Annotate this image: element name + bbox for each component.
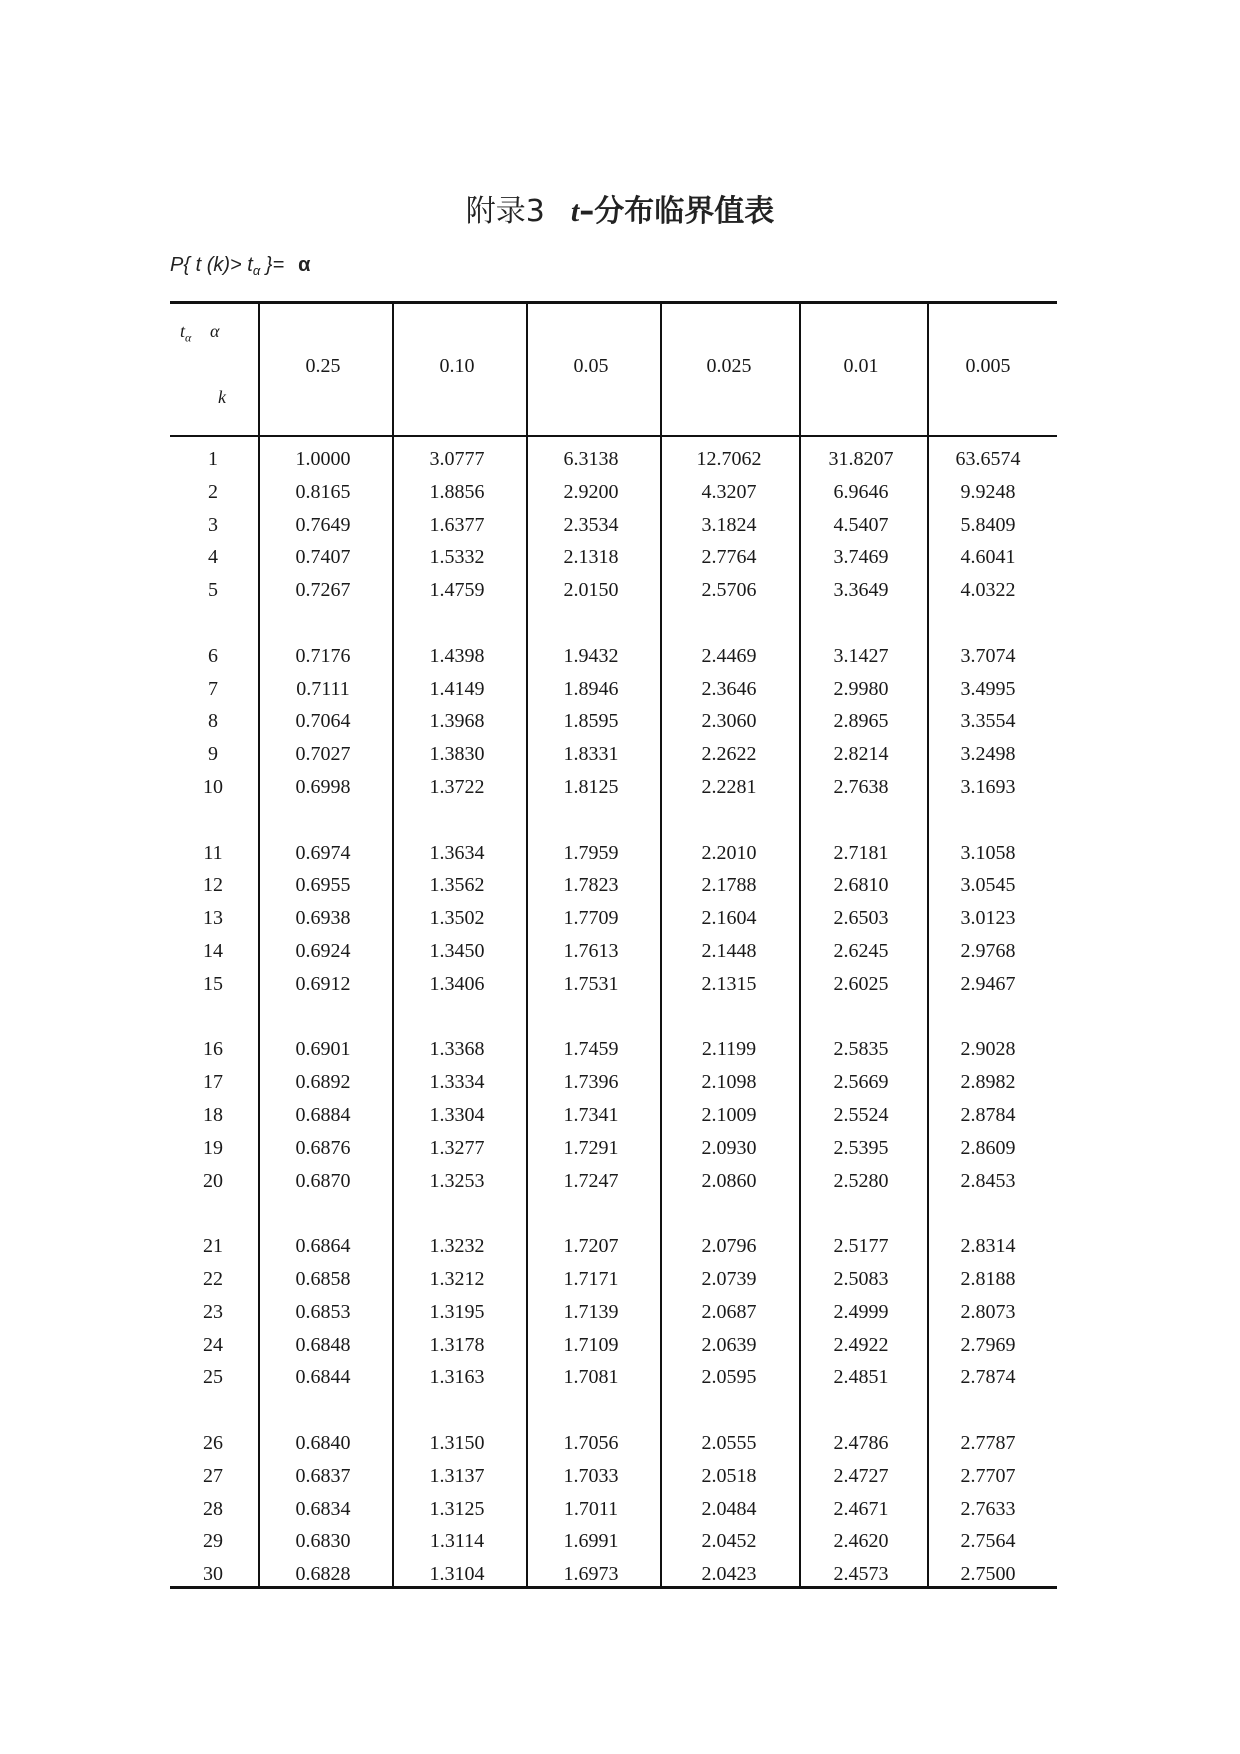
critical-value-cell: 0.6876	[295, 1136, 351, 1159]
critical-value-cell: 0.6924	[295, 940, 351, 962]
critical-value-cell: 0.6858	[295, 1268, 351, 1290]
critical-value-cell: 2.7181	[833, 841, 889, 864]
table-row	[170, 1230, 1057, 1262]
critical-value-cell: 1.7207	[563, 1235, 619, 1258]
critical-value-cell: 2.9200	[563, 480, 619, 503]
critical-value-cell: 1.3277	[429, 1136, 485, 1159]
critical-value-cell: 1.7033	[563, 1464, 619, 1487]
critical-value-cell: 1.7396	[563, 1071, 619, 1094]
critical-value-cell: 2.4469	[701, 644, 757, 667]
critical-value-cell: 2.8965	[833, 710, 889, 733]
critical-value-cell: 3.4995	[960, 677, 1016, 700]
critical-value-cell: 2.4786	[833, 1432, 889, 1454]
alpha-header-cell: 0.05	[573, 355, 609, 377]
degrees-of-freedom-cell: 2	[208, 480, 218, 503]
critical-value-cell: 0.6998	[295, 776, 351, 798]
critical-value-cell: 1.3104	[429, 1563, 485, 1586]
degrees-of-freedom-cell: 7	[208, 677, 218, 700]
critical-value-cell: 2.4727	[833, 1464, 889, 1487]
table-row	[170, 1066, 1057, 1098]
critical-value-cell: 2.1315	[701, 972, 757, 995]
critical-value-cell: 2.0796	[701, 1235, 757, 1258]
critical-value-cell: 1.3562	[429, 874, 485, 897]
table-row	[170, 1525, 1057, 1557]
table-row	[170, 673, 1057, 705]
critical-value-cell: 1.3150	[429, 1432, 485, 1454]
critical-value-cell: 0.6974	[295, 841, 351, 864]
critical-value-cell: 1.7823	[563, 874, 619, 897]
critical-value-cell: 1.6973	[563, 1563, 619, 1586]
table-row	[170, 509, 1057, 541]
probability-formula	[170, 254, 310, 277]
critical-value-cell: 3.7469	[833, 546, 889, 569]
degrees-of-freedom-cell: 23	[203, 1300, 223, 1323]
critical-value-cell: 2.0484	[701, 1497, 757, 1520]
critical-value-cell: 2.7564	[960, 1530, 1016, 1553]
table-row	[170, 968, 1057, 1000]
alpha-header-cell: 0.25	[305, 355, 341, 377]
critical-value-cell: 1.7709	[563, 907, 619, 930]
critical-value-cell: 6.3138	[563, 448, 619, 470]
critical-value-cell: 2.2622	[701, 743, 757, 766]
degrees-of-freedom-cell: 15	[203, 972, 223, 995]
table-row	[170, 1427, 1057, 1459]
critical-value-cell: 0.7649	[295, 513, 351, 536]
degrees-of-freedom-cell: 3	[208, 513, 218, 536]
critical-value-cell: 0.6938	[295, 907, 351, 930]
critical-value-cell: 2.0150	[563, 579, 619, 602]
formula-alpha: α	[298, 254, 311, 276]
table-row	[170, 640, 1057, 672]
critical-value-cell: 2.6810	[833, 874, 889, 897]
alpha-header-cell: 0.025	[706, 355, 752, 377]
critical-value-cell: 2.4671	[833, 1497, 889, 1520]
title-t-variable: t	[570, 195, 580, 228]
critical-value-cell: 1.4759	[429, 579, 485, 602]
critical-value-cell: 1.7459	[563, 1038, 619, 1061]
critical-value-cell: 2.0595	[701, 1366, 757, 1389]
critical-value-cell: 1.3968	[429, 710, 485, 733]
degrees-of-freedom-cell: 28	[203, 1497, 223, 1520]
critical-value-cell: 2.5835	[833, 1038, 889, 1061]
degrees-of-freedom-cell: 13	[203, 907, 223, 930]
table-row	[170, 541, 1057, 573]
table-row	[170, 443, 1057, 475]
critical-value-cell: 2.3534	[563, 513, 619, 536]
critical-value-cell: 0.6884	[295, 1104, 351, 1126]
table-row	[170, 1493, 1057, 1525]
degrees-of-freedom-cell: 6	[208, 644, 218, 667]
critical-value-cell: 1.3634	[429, 841, 485, 864]
critical-value-cell: 1.7056	[563, 1432, 619, 1454]
critical-value-cell: 1.4398	[429, 644, 485, 667]
critical-value-cell: 2.7707	[960, 1464, 1016, 1487]
critical-value-cell: 2.7500	[960, 1563, 1016, 1586]
table-row	[170, 738, 1057, 770]
critical-value-cell: 2.1098	[701, 1071, 757, 1094]
critical-value-cell: 2.4851	[833, 1366, 889, 1389]
critical-value-cell: 3.3649	[833, 579, 889, 602]
critical-value-cell: 2.7633	[960, 1497, 1016, 1520]
critical-value-cell: 1.7341	[563, 1104, 619, 1126]
critical-value-cell: 2.1318	[563, 546, 619, 569]
degrees-of-freedom-cell: 1	[208, 448, 218, 470]
critical-value-cell: 2.7969	[960, 1333, 1016, 1356]
table-corner-label	[180, 319, 255, 419]
critical-value-cell: 1.7139	[563, 1300, 619, 1323]
degrees-of-freedom-cell: 10	[203, 776, 223, 798]
t-distribution-table	[170, 301, 1057, 1589]
critical-value-cell: 2.1009	[701, 1104, 757, 1126]
critical-value-cell: 2.0930	[701, 1136, 757, 1159]
degrees-of-freedom-cell: 25	[203, 1366, 223, 1389]
table-row	[170, 1329, 1057, 1361]
critical-value-cell: 2.8982	[960, 1071, 1016, 1094]
critical-value-cell: 1.3722	[429, 776, 485, 798]
degrees-of-freedom-cell: 9	[208, 743, 218, 766]
critical-value-cell: 2.0639	[701, 1333, 757, 1356]
critical-value-cell: 0.7064	[295, 710, 351, 733]
critical-value-cell: 1.7247	[563, 1169, 619, 1192]
critical-value-cell: 0.6912	[295, 972, 351, 995]
critical-value-cell: 1.3450	[429, 940, 485, 962]
critical-value-cell: 2.7638	[833, 776, 889, 798]
critical-value-cell: 2.7787	[960, 1432, 1016, 1454]
critical-value-cell: 0.7111	[296, 677, 350, 700]
critical-value-cell: 1.6377	[429, 513, 485, 536]
critical-value-cell: 1.8946	[563, 677, 619, 700]
critical-value-cell: 0.7176	[295, 644, 351, 667]
degrees-of-freedom-cell: 20	[203, 1169, 223, 1192]
critical-value-cell: 1.9432	[563, 644, 619, 667]
formula-close: }=	[260, 254, 285, 276]
table-top-rule	[170, 301, 1057, 304]
critical-value-cell: 1.5332	[429, 546, 485, 569]
critical-value-cell: 2.0555	[701, 1432, 757, 1454]
critical-value-cell: 2.3646	[701, 677, 757, 700]
critical-value-cell: 0.7267	[295, 579, 351, 602]
critical-value-cell: 2.1604	[701, 907, 757, 930]
degrees-of-freedom-cell: 4	[208, 546, 218, 569]
degrees-of-freedom-cell: 14	[203, 940, 223, 962]
critical-value-cell: 1.7959	[563, 841, 619, 864]
table-row	[170, 574, 1057, 606]
degrees-of-freedom-cell: 18	[203, 1104, 223, 1126]
critical-value-cell: 2.0423	[701, 1563, 757, 1586]
critical-value-cell: 2.4620	[833, 1530, 889, 1553]
critical-value-cell: 2.5524	[833, 1104, 889, 1126]
table-row	[170, 1033, 1057, 1065]
critical-value-cell: 0.6840	[295, 1432, 351, 1454]
critical-value-cell: 2.7874	[960, 1366, 1016, 1389]
table-row	[170, 1132, 1057, 1164]
degrees-of-freedom-cell: 22	[203, 1268, 223, 1290]
corner-k: k	[218, 387, 226, 407]
critical-value-cell: 0.7407	[295, 546, 351, 569]
table-row	[170, 1460, 1057, 1492]
critical-value-cell: 2.0860	[701, 1169, 757, 1192]
formula-sub: α	[252, 263, 261, 278]
critical-value-cell: 2.8073	[960, 1300, 1016, 1323]
critical-value-cell: 1.3334	[429, 1071, 485, 1094]
critical-value-cell: 2.5395	[833, 1136, 889, 1159]
critical-value-cell: 2.5669	[833, 1071, 889, 1094]
degrees-of-freedom-cell: 8	[208, 710, 218, 733]
table-row	[170, 476, 1057, 508]
critical-value-cell: 2.2010	[701, 841, 757, 864]
critical-value-cell: 1.3195	[429, 1300, 485, 1323]
critical-value-cell: 1.7081	[563, 1366, 619, 1389]
critical-value-cell: 2.0452	[701, 1530, 757, 1553]
critical-value-cell: 4.5407	[833, 513, 889, 536]
critical-value-cell: 4.6041	[960, 546, 1016, 569]
critical-value-cell: 2.5177	[833, 1235, 889, 1258]
alpha-header-cell: 0.005	[965, 355, 1011, 377]
critical-value-cell: 2.4922	[833, 1333, 889, 1356]
critical-value-cell: 2.1448	[701, 940, 757, 962]
critical-value-cell: 2.2281	[701, 776, 757, 798]
critical-value-cell: 12.7062	[696, 448, 762, 470]
critical-value-cell: 1.3406	[429, 972, 485, 995]
critical-value-cell: 1.3212	[429, 1268, 485, 1290]
critical-value-cell: 0.6834	[295, 1497, 351, 1520]
table-row	[170, 837, 1057, 869]
critical-value-cell: 1.3137	[429, 1464, 485, 1487]
critical-value-cell: 1.3125	[429, 1497, 485, 1520]
critical-value-cell: 0.6853	[295, 1300, 351, 1323]
critical-value-cell: 1.3502	[429, 907, 485, 930]
critical-value-cell: 2.1788	[701, 874, 757, 897]
corner-t: t	[180, 321, 186, 341]
critical-value-cell: 0.6844	[295, 1366, 351, 1389]
degrees-of-freedom-cell: 21	[203, 1235, 223, 1258]
critical-value-cell: 0.6864	[295, 1235, 351, 1258]
degrees-of-freedom-cell: 19	[203, 1136, 223, 1159]
critical-value-cell: 1.7171	[563, 1268, 619, 1290]
critical-value-cell: 0.7027	[295, 743, 351, 766]
table-row	[170, 902, 1057, 934]
table-row	[170, 1263, 1057, 1295]
alpha-header-cell: 0.01	[843, 355, 879, 377]
critical-value-cell: 2.0687	[701, 1300, 757, 1323]
critical-value-cell: 1.8856	[429, 480, 485, 503]
critical-value-cell: 2.5083	[833, 1268, 889, 1290]
critical-value-cell: 2.1199	[701, 1038, 757, 1061]
critical-value-cell: 31.8207	[828, 448, 894, 470]
corner-t-alpha	[180, 321, 191, 346]
critical-value-cell: 0.6901	[295, 1038, 351, 1061]
critical-value-cell: 2.0518	[701, 1464, 757, 1487]
critical-value-cell: 3.3554	[960, 710, 1016, 733]
critical-value-cell: 2.8314	[960, 1235, 1016, 1258]
critical-value-cell: 4.0322	[960, 579, 1016, 602]
alpha-header-cell: 0.10	[439, 355, 475, 377]
critical-value-cell: 2.6025	[833, 972, 889, 995]
critical-value-cell: 2.8188	[960, 1268, 1016, 1290]
critical-value-cell: 0.6830	[295, 1530, 351, 1553]
formula-p-part: P{ t (k)> t	[170, 254, 253, 276]
critical-value-cell: 1.3253	[429, 1169, 485, 1192]
critical-value-cell: 1.3178	[429, 1333, 485, 1356]
critical-value-cell: 6.9646	[833, 480, 889, 503]
critical-value-cell: 5.8409	[960, 513, 1016, 536]
table-row	[170, 1558, 1057, 1590]
critical-value-cell: 2.8453	[960, 1169, 1016, 1192]
critical-value-cell: 1.3304	[429, 1104, 485, 1126]
degrees-of-freedom-cell: 26	[203, 1432, 223, 1454]
critical-value-cell: 3.1058	[960, 841, 1016, 864]
title-prefix: 附录3	[465, 194, 545, 229]
degrees-of-freedom-cell: 27	[203, 1464, 223, 1487]
critical-value-cell: 1.8125	[563, 776, 619, 798]
critical-value-cell: 1.7613	[563, 940, 619, 962]
critical-value-cell: 63.6574	[955, 448, 1021, 470]
critical-value-cell: 1.7291	[563, 1136, 619, 1159]
critical-value-cell: 9.9248	[960, 480, 1016, 503]
degrees-of-freedom-cell: 17	[203, 1071, 223, 1094]
critical-value-cell: 3.2498	[960, 743, 1016, 766]
critical-value-cell: 2.6245	[833, 940, 889, 962]
table-row	[170, 705, 1057, 737]
title-main: –分布临界值表	[579, 194, 775, 229]
critical-value-cell: 2.0739	[701, 1268, 757, 1290]
critical-value-cell: 3.1427	[833, 644, 889, 667]
critical-value-cell: 2.8784	[960, 1104, 1016, 1126]
critical-value-cell: 3.1824	[701, 513, 757, 536]
table-row	[170, 1361, 1057, 1393]
critical-value-cell: 2.5706	[701, 579, 757, 602]
critical-value-cell: 0.8165	[295, 480, 351, 503]
critical-value-cell: 1.3232	[429, 1235, 485, 1258]
table-row	[170, 771, 1057, 803]
degrees-of-freedom-cell: 12	[203, 874, 223, 897]
degrees-of-freedom-cell: 24	[203, 1333, 223, 1356]
table-row	[170, 1296, 1057, 1328]
critical-value-cell: 1.8331	[563, 743, 619, 766]
critical-value-cell: 3.0123	[960, 907, 1016, 930]
critical-value-cell: 3.0545	[960, 874, 1016, 897]
critical-value-cell: 4.3207	[701, 480, 757, 503]
table-row	[170, 869, 1057, 901]
critical-value-cell: 1.6991	[563, 1530, 619, 1553]
table-row	[170, 1099, 1057, 1131]
critical-value-cell: 1.7109	[563, 1333, 619, 1356]
critical-value-cell: 2.9467	[960, 972, 1016, 995]
critical-value-cell: 1.3114	[429, 1530, 485, 1553]
critical-value-cell: 2.6503	[833, 907, 889, 930]
critical-value-cell: 3.0777	[429, 448, 485, 470]
table-row	[170, 935, 1057, 967]
critical-value-cell: 3.7074	[960, 644, 1016, 667]
degrees-of-freedom-cell: 11	[203, 841, 223, 864]
degrees-of-freedom-cell: 16	[203, 1038, 223, 1061]
critical-value-cell: 1.8595	[563, 710, 619, 733]
critical-value-cell: 2.4573	[833, 1563, 889, 1586]
corner-alpha: α	[210, 321, 220, 341]
critical-value-cell: 2.3060	[701, 710, 757, 733]
critical-value-cell: 2.9028	[960, 1038, 1016, 1061]
critical-value-cell: 1.7531	[563, 972, 619, 995]
critical-value-cell: 0.6848	[295, 1333, 351, 1356]
critical-value-cell: 0.6955	[295, 874, 351, 897]
page-title	[0, 186, 1240, 230]
critical-value-cell: 1.3163	[429, 1366, 485, 1389]
degrees-of-freedom-cell: 5	[208, 579, 218, 602]
critical-value-cell: 2.5280	[833, 1169, 889, 1192]
degrees-of-freedom-cell: 30	[203, 1563, 223, 1586]
critical-value-cell: 2.9980	[833, 677, 889, 700]
critical-value-cell: 1.4149	[429, 677, 485, 700]
table-row	[170, 1165, 1057, 1197]
critical-value-cell: 0.6870	[295, 1169, 351, 1192]
table-header-rule	[170, 435, 1057, 437]
critical-value-cell: 0.6892	[295, 1071, 351, 1094]
critical-value-cell: 2.8214	[833, 743, 889, 766]
critical-value-cell: 0.6837	[295, 1464, 351, 1487]
corner-t-sub: α	[185, 330, 192, 345]
critical-value-cell: 2.4999	[833, 1300, 889, 1323]
critical-value-cell: 1.3830	[429, 743, 485, 766]
critical-value-cell: 3.1693	[960, 776, 1016, 798]
critical-value-cell: 1.7011	[563, 1497, 619, 1520]
critical-value-cell: 2.9768	[960, 940, 1016, 962]
critical-value-cell: 1.0000	[295, 448, 351, 470]
critical-value-cell: 2.8609	[960, 1136, 1016, 1159]
degrees-of-freedom-cell: 29	[203, 1530, 223, 1553]
critical-value-cell: 1.3368	[429, 1038, 485, 1061]
critical-value-cell: 0.6828	[295, 1563, 351, 1586]
critical-value-cell: 2.7764	[701, 546, 757, 569]
